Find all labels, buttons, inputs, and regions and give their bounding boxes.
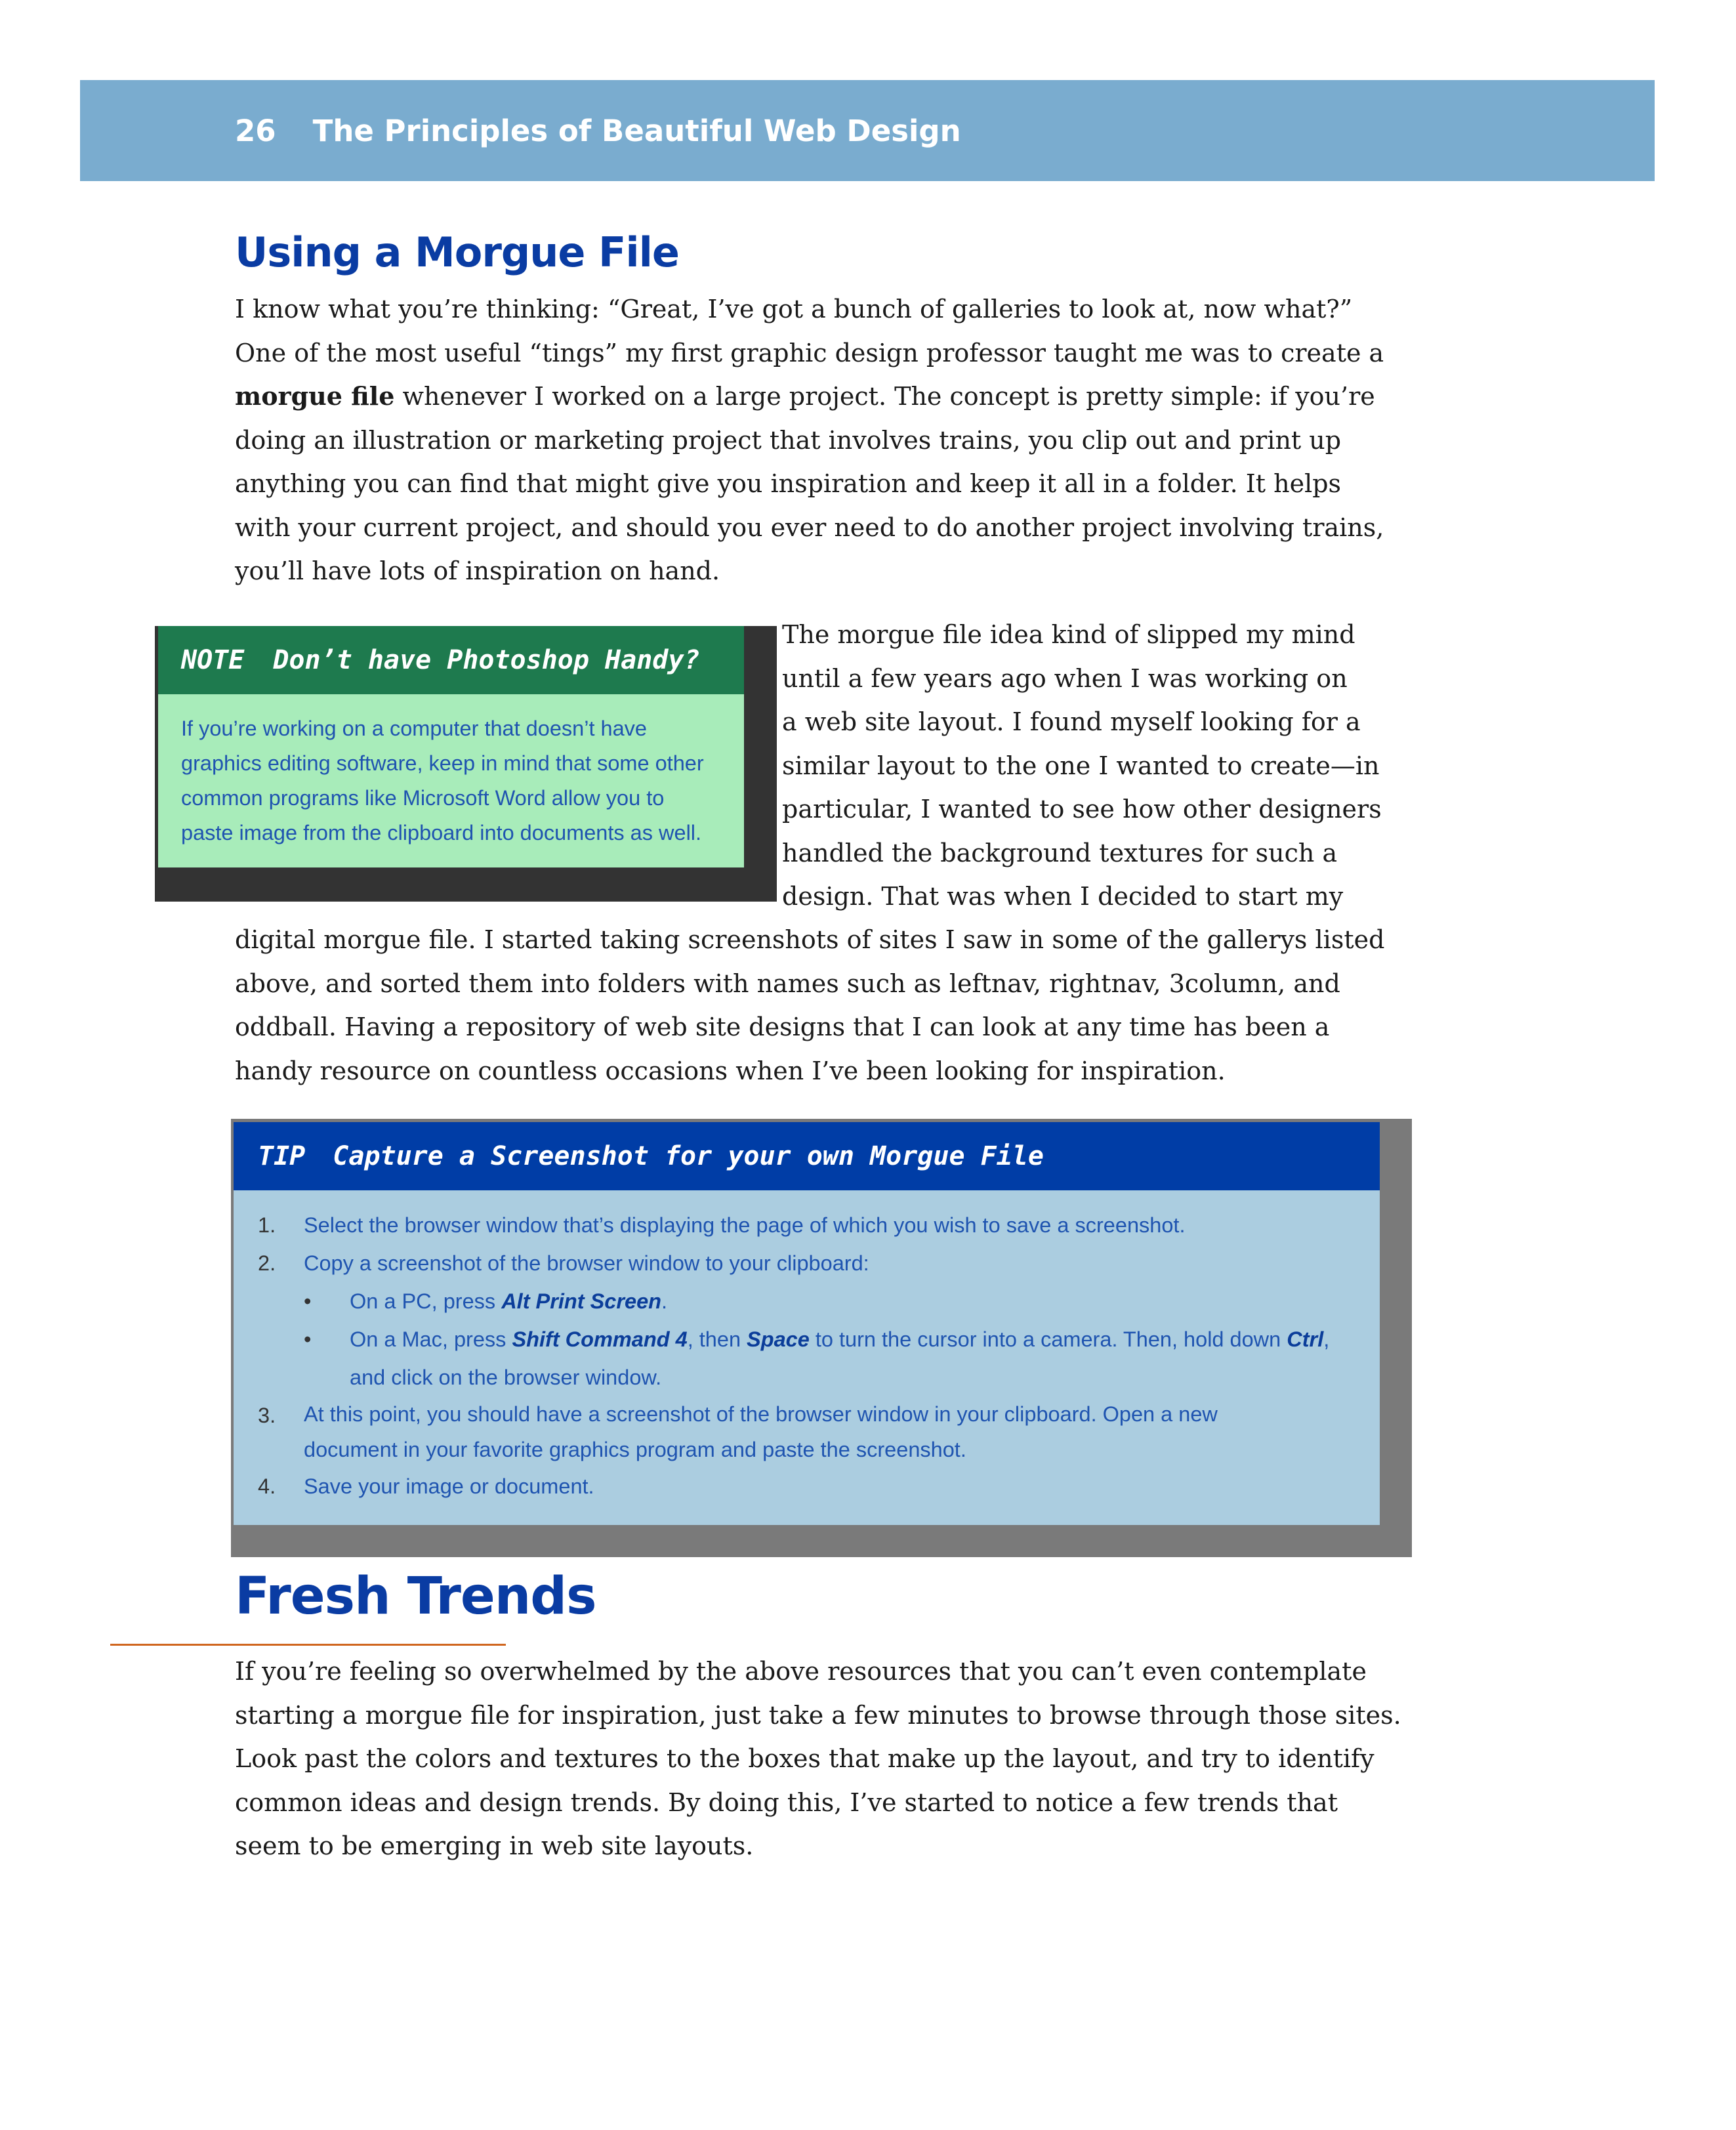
text-line: similar layout to the one I wanted to create—in bbox=[782, 751, 1380, 780]
text-fragment: On a PC, press bbox=[350, 1289, 502, 1313]
shortcut-shift-command-4: Shift Command 4 bbox=[512, 1327, 688, 1351]
text-line: anything you can find that might give you inspiration and keep it all in a folder. It helps bbox=[235, 469, 1342, 498]
text-line: above, and sorted them into folders with names such as leftnav, rightnav, 3column, and bbox=[235, 969, 1340, 998]
paragraph-fresh-trends bbox=[235, 1650, 1401, 1868]
text-line: a web site layout. I found myself looking for a bbox=[782, 707, 1361, 736]
step-number: 3. bbox=[258, 1404, 276, 1427]
book-title: The Principles of Beautiful Web Design bbox=[312, 113, 961, 148]
text-fragment: and click on the browser window. bbox=[350, 1366, 662, 1389]
text-fragment: On a Mac, press bbox=[350, 1327, 512, 1351]
text-line: handy resource on countless occasions when I’ve been looking for inspiration. bbox=[235, 1056, 1226, 1085]
text-fragment: , bbox=[1323, 1327, 1330, 1351]
text-line: The morgue file idea kind of slipped my mind bbox=[782, 620, 1355, 649]
text-line: One of the most useful “tings” my first graphic design professor taught me was to create a bbox=[235, 338, 1384, 367]
tip-title: Capture a Screenshot for your own Morgue File bbox=[333, 1141, 1044, 1171]
tip-header bbox=[234, 1122, 1380, 1190]
section-heading-fresh-trends: Fresh Trends bbox=[235, 1567, 596, 1626]
text-fragment: to turn the cursor into a camera. Then, hold down bbox=[809, 1327, 1287, 1351]
text-line: I know what you’re thinking: “Great, I’ve got a bunch of galleries to look at, now what?” bbox=[235, 295, 1353, 324]
tip-label: TIP bbox=[258, 1141, 306, 1171]
text-fragment: , then bbox=[687, 1327, 747, 1351]
text-line: starting a morgue file for inspiration, just take a few minutes to browse through those sites. bbox=[235, 1700, 1401, 1730]
text-line: particular, I wanted to see how other designers bbox=[782, 795, 1382, 824]
tip-substep bbox=[304, 1320, 1360, 1396]
paragraph-morgue-story bbox=[235, 918, 1390, 1093]
shortcut-ctrl: Ctrl bbox=[1287, 1327, 1324, 1351]
text-line: until a few years ago when I was working on bbox=[782, 663, 1348, 693]
paragraph-morgue-story-wrap bbox=[782, 613, 1399, 919]
bullet-icon: • bbox=[304, 1289, 312, 1313]
note-body bbox=[158, 694, 744, 850]
note-line: common programs like Microsoft Word allow you to bbox=[181, 786, 665, 810]
step-number: 2. bbox=[258, 1251, 276, 1275]
heading-underline bbox=[110, 1644, 506, 1646]
note-box bbox=[158, 626, 744, 867]
tip-step bbox=[258, 1467, 1360, 1505]
text-line: with your current project, and should you ever need to do another project involving trains, bbox=[235, 512, 1384, 542]
text-line: digital morgue file. I started taking screenshots of sites I saw in some of the gallerys listed bbox=[235, 925, 1385, 954]
text-line: Look past the colors and textures to the boxes that make up the layout, and try to identify bbox=[235, 1744, 1374, 1773]
tip-step bbox=[258, 1396, 1360, 1467]
text-fragment: document in your favorite graphics program and paste the screenshot. bbox=[304, 1438, 966, 1461]
step-text: Save your image or document. bbox=[304, 1474, 594, 1498]
text-line: doing an illustration or marketing project that involves trains, you clip out and print up bbox=[235, 425, 1342, 455]
text-fragment: whenever I worked on a large project. The concept is pretty simple: if you’re bbox=[394, 382, 1375, 411]
step-number: 1. bbox=[258, 1213, 276, 1237]
page-number: 26 bbox=[235, 113, 276, 148]
tip-step bbox=[258, 1206, 1360, 1244]
step-text bbox=[304, 1396, 1360, 1467]
text-line: you’ll have lots of inspiration on hand. bbox=[235, 556, 720, 585]
bullet-icon: • bbox=[304, 1327, 312, 1351]
text-line bbox=[235, 375, 1390, 419]
text-fragment: At this point, you should have a screenshot of the browser window in your clipboard. Open a new bbox=[304, 1402, 1218, 1426]
step-text: Copy a screenshot of the browser window to your clipboard: bbox=[304, 1251, 869, 1275]
note-line: If you’re working on a computer that doesn’t have bbox=[181, 717, 647, 740]
step-text: Select the browser window that’s displaying the page of which you wish to save a screenshot. bbox=[304, 1213, 1186, 1237]
paragraph-morgue-intro bbox=[235, 287, 1390, 593]
text-line: If you’re feeling so overwhelmed by the above resources that you can’t even contemplate bbox=[235, 1657, 1367, 1686]
note-line: paste image from the clipboard into documents as well. bbox=[181, 821, 702, 845]
substep-text bbox=[350, 1282, 1360, 1320]
note-label: NOTE bbox=[181, 645, 245, 675]
running-header bbox=[235, 80, 961, 181]
text-line: oddball. Having a repository of web site designs that I can look at any time has been a bbox=[235, 1013, 1330, 1041]
note-header bbox=[158, 626, 744, 694]
term-morgue-file: morgue file bbox=[235, 381, 395, 411]
shortcut-space: Space bbox=[747, 1327, 810, 1351]
text-line: design. That was when I decided to start my bbox=[782, 882, 1344, 911]
shortcut-alt-print-screen: Alt Print Screen bbox=[501, 1289, 662, 1313]
text-fragment: . bbox=[661, 1289, 668, 1313]
step-number: 4. bbox=[258, 1474, 276, 1498]
substep-text bbox=[350, 1320, 1360, 1396]
tip-steps-list bbox=[234, 1190, 1380, 1505]
note-line: graphics editing software, keep in mind that some other bbox=[181, 751, 704, 775]
text-line: handled the background textures for such a bbox=[782, 838, 1338, 867]
note-title: Don’t have Photoshop Handy? bbox=[273, 645, 700, 675]
section-heading-morgue-file: Using a Morgue File bbox=[235, 228, 679, 276]
text-line: seem to be emerging in web site layouts. bbox=[235, 1831, 754, 1860]
tip-substep bbox=[304, 1282, 1360, 1320]
text-line: common ideas and design trends. By doing this, I’ve started to notice a few trends that bbox=[235, 1787, 1338, 1817]
tip-box bbox=[234, 1122, 1380, 1525]
tip-step bbox=[258, 1244, 1360, 1282]
